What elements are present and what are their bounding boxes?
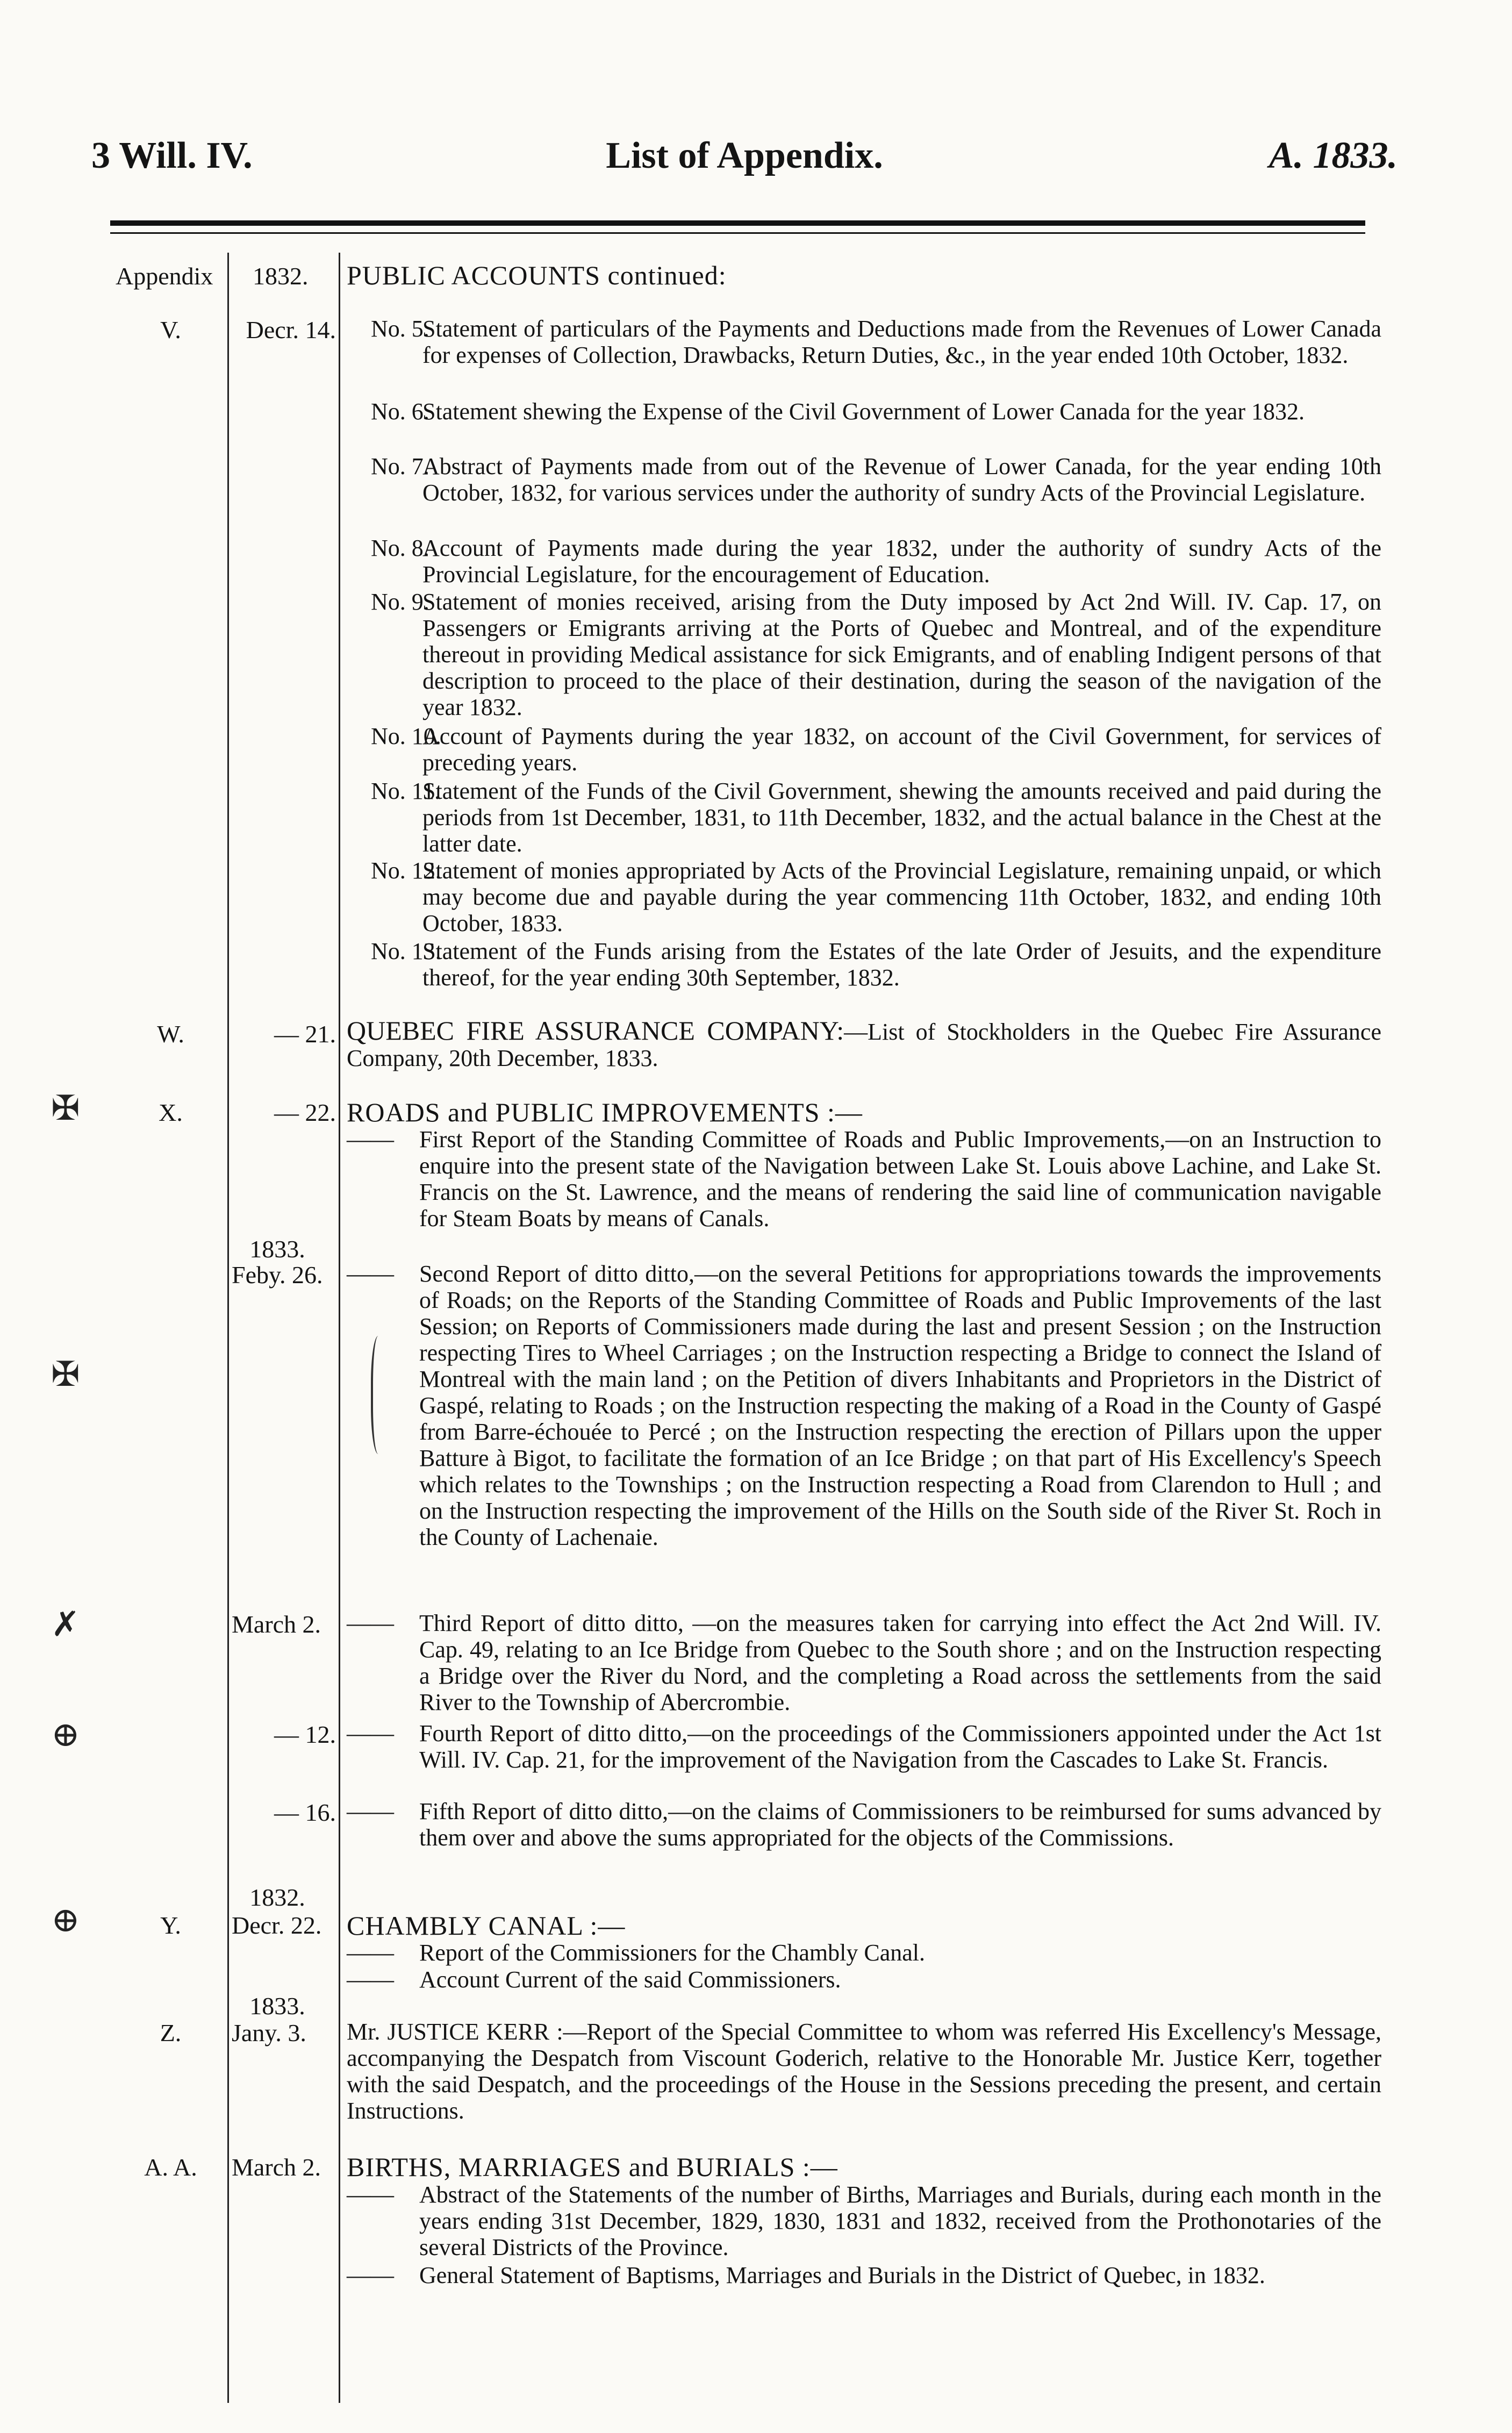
- item-text: Second Report of ditto ditto,—on the several Petitions for appropriations towards the improvements of Roads; on the Reports of the Standing Committee of Roads and Public Improvements of the last Session; on Reports of Commissioners made during the last and present Session ; on the Instruction respecting Tires to Wheel Carriages ; on the Instruction respecting a Bridge to connect the Island of Montreal with the main land ; on the Petition of divers Inhabitants and Proprietors in the District of Gaspé, relating to Roads ; on the Instruction respecting the making of a Road in the County of Gaspé from Barre-échouée to Percé ; on the Instruction respecting the erection of Pillars upon the upper Batture à Bigot, to facilitate the formation of an Ice Bridge ; on that part of His Excellency's Speech which relates to the Townships ; on the Instruction respecting a Road from Clarendon to Hull ; and on the Instruction respecting the improvement of the Hills on the South side of the River St. Roch in the County of Lachenaie.: [419, 1261, 1381, 1550]
- date-decr-22: Decr. 22.: [232, 1912, 322, 1939]
- list-item: [371, 453, 1381, 506]
- item-text: Statement of monies received, arising from the Duty imposed by Act 2nd Will. IV. Cap. 17, on Passengers or Emigrants arriving at the Ports of Quebec and Montreal, and of the expenditure thereout in providing Medical assistance for sick Emigrants, and of enabling Indigent persons of that description to proceed to the place of their destination, during the season of the navigation of the year 1832.: [422, 589, 1381, 720]
- item-text: Third Report of ditto ditto, —on the measures taken for carrying into effect the Act 2nd Will. IV. Cap. 49, relating to an Ice Bridge from Quebec to the South shore ; and on the Instruction respecting a Bridge over the River du Nord, and the completing a Road across the settlements from the said River to the Township of Abercrombie.: [419, 1610, 1381, 1715]
- section-title-chambly: CHAMBLY CANAL :—: [347, 1910, 626, 1941]
- column-divider-date: [339, 253, 340, 2403]
- date-feby-26: Feby. 26.: [232, 1261, 323, 1289]
- column-header-appendix: Appendix: [116, 262, 213, 290]
- appendix-letter-w: W.: [157, 1020, 184, 1048]
- appendix-letter-x: X.: [159, 1099, 183, 1126]
- dash: ——: [347, 1261, 394, 1287]
- section-title-public-accounts: PUBLIC ACCOUNTS continued:: [347, 260, 727, 290]
- list-item: [371, 535, 1381, 588]
- list-item: [347, 1940, 1381, 1966]
- date-v: Decr. 14.: [246, 316, 336, 344]
- list-item: [347, 1261, 1381, 1550]
- item-text: Report of the Commissioners for the Chambly Canal.: [419, 1940, 925, 1966]
- year-label: A. 1833.: [1269, 135, 1398, 176]
- running-head: [91, 134, 1398, 194]
- dash: ——: [347, 1126, 394, 1153]
- list-item: [371, 723, 1381, 776]
- appendix-letter-z: Z.: [160, 2019, 182, 2046]
- date-x: — 22.: [274, 1099, 336, 1126]
- item-number: No. 8.: [371, 535, 429, 561]
- dash: ——: [347, 1720, 394, 1747]
- section-title-fire-assurance: QUEBEC FIRE ASSURANCE COMPANY:: [347, 1015, 844, 1046]
- list-item: [371, 316, 1381, 368]
- item-text: General Statement of Baptisms, Marriages and Burials in the District of Quebec, in 1832.: [419, 2262, 1265, 2288]
- item-text: Statement of the Funds of the Civil Government, shewing the amounts received and paid during the periods from 1st December, 1831, to 11th December, 1832, and the actual balance in the Chest at the latter date.: [422, 778, 1381, 857]
- dash: ——: [347, 1940, 394, 1966]
- list-item: [347, 2262, 1381, 2288]
- date-march-2-b: March 2.: [232, 2153, 321, 2181]
- item-text: Abstract of Payments made from out of the Revenue of Lower Canada, for the year ending 10th October, 1832, for various services under the authority of sundry Acts of the Provincial Legislature.: [422, 453, 1381, 506]
- list-item: [371, 398, 1381, 425]
- section-title-births: BIRTHS, MARRIAGES and BURIALS :—: [347, 2152, 838, 2182]
- item-text: Abstract of the Statements of the number of Births, Marriages and Burials, during each month in the years ending 31st December, 1829, 1830, 1831 and 1832, received from the Prothonotaries of the several Districts of the Province.: [419, 2181, 1381, 2260]
- margin-mark-icon: ✗: [51, 1605, 80, 1643]
- list-item: [371, 778, 1381, 857]
- list-item: [347, 1720, 1381, 1773]
- margin-mark-icon: ✠: [51, 1089, 80, 1127]
- date-jany-3: Jany. 3.: [232, 2019, 306, 2046]
- ink-bracket: [371, 1336, 389, 1454]
- item-text: Account of Payments during the year 1832, on account of the Civil Government, for services of preceding years.: [422, 723, 1381, 776]
- item-number: No. 9.: [371, 589, 429, 615]
- margin-mark-icon: ⊕: [51, 1901, 80, 1939]
- page-title: List of Appendix.: [606, 135, 883, 176]
- date-w: — 21.: [274, 1020, 336, 1048]
- item-text: Statement of the Funds arising from the Estates of the late Order of Jesuits, and the expenditure thereof, for the year ending 30th September, 1832.: [422, 938, 1381, 991]
- dash: ——: [347, 1966, 394, 1993]
- margin-mark-icon: ✠: [51, 1355, 80, 1393]
- list-item: [347, 1126, 1381, 1232]
- list-item: [371, 857, 1381, 936]
- item-number: No. 7.: [371, 453, 429, 480]
- item-number: No. 13.: [371, 938, 441, 964]
- item-text: Fifth Report of ditto ditto,—on the claims of Commissioners to be reimbursed for sums advanced by them over and above the sums appropriated for the objects of the Commissions.: [419, 1798, 1381, 1851]
- column-header-year: 1832.: [253, 262, 309, 290]
- appendix-letter-aa: A. A.: [144, 2153, 197, 2181]
- year-1833: 1833.: [249, 1235, 305, 1263]
- session-label: 3 Will. IV.: [91, 135, 253, 176]
- list-item: [371, 938, 1381, 991]
- item-text: Fourth Report of ditto ditto,—on the proceedings of the Commissioners appointed under the Act 1st Will. IV. Cap. 21, for the improvement of the Navigation from the Cascades to Lake St. Francis.: [419, 1720, 1381, 1773]
- item-text: Account of Payments made during the year 1832, under the authority of sundry Acts of the Provincial Legislature, for the encouragement of Education.: [422, 535, 1381, 588]
- list-item: [347, 1966, 1381, 1993]
- dash: ——: [347, 2262, 394, 2288]
- item-text: —Report of the Special Committee to whom was referred His Excellency's Message, accompanying the Despatch from Viscount Goderich, relative to the Honorable Mr. Justice Kerr, together with the said Despatch, and the proceedings of the House in the Sessions preceding the present, and certain Instructions.: [347, 2019, 1381, 2124]
- list-item: [347, 1610, 1381, 1715]
- date-12: — 12.: [274, 1721, 336, 1748]
- dash: ——: [347, 1798, 394, 1824]
- column-divider-appendix: [227, 253, 229, 2403]
- header-rule-thin: [110, 232, 1365, 234]
- list-item: [371, 589, 1381, 720]
- item-text: Statement of particulars of the Payments and Deductions made from the Revenues of Lower Canada for expenses of Collection, Drawbacks, Return Duties, &c., in the year ended 10th October, 1832.: [422, 316, 1381, 368]
- item-number: No. 10.: [371, 723, 441, 749]
- item-number: No. 11.: [371, 778, 441, 804]
- list-item: [347, 1798, 1381, 1851]
- margin-mark-icon: ⊕: [51, 1715, 80, 1754]
- dash: ——: [347, 2181, 394, 2208]
- item-text: Statement of monies appropriated by Acts of the Provincial Legislature, remaining unpaid, or which may become due and payable during the year commencing 11th October, 1832, and ending 10th October, 1833.: [422, 857, 1381, 936]
- year-1832: 1832.: [249, 1884, 305, 1911]
- date-march-2: March 2.: [232, 1611, 321, 1638]
- item-number: No. 6.: [371, 398, 429, 425]
- item-text: Statement shewing the Expense of the Civil Government of Lower Canada for the year 1832.: [422, 398, 1305, 425]
- appendix-letter-v: V.: [160, 316, 181, 344]
- item-text: Account Current of the said Commissioners.: [419, 1966, 841, 1993]
- section-title-justice-kerr: Mr. JUSTICE KERR :: [347, 2019, 563, 2045]
- date-16: — 16.: [274, 1799, 336, 1826]
- list-item: [347, 2181, 1381, 2260]
- year-1833-b: 1833.: [249, 1992, 305, 2020]
- item-number: No. 5.: [371, 316, 429, 342]
- item-text: —List of Stockholders in the Quebec Fire Assurance Company, 20th December, 1833.: [347, 1019, 1381, 1071]
- appendix-letter-y: Y.: [160, 1912, 181, 1939]
- section-title-roads: ROADS and PUBLIC IMPROVEMENTS :—: [347, 1097, 863, 1127]
- list-item: [347, 2019, 1381, 2124]
- list-item: [347, 1015, 1381, 1071]
- item-text: First Report of the Standing Committee of Roads and Public Improvements,—on an Instruction to enquire into the present state of the Navigation between Lake St. Louis above Lachine, and Lake St. Francis on the St. Lawrence, and the means of rendering the said line of communication navigable for Steam Boats by means of Canals.: [419, 1126, 1381, 1232]
- item-number: No. 12.: [371, 857, 441, 884]
- header-rule-thick: [110, 220, 1365, 226]
- dash: ——: [347, 1610, 394, 1636]
